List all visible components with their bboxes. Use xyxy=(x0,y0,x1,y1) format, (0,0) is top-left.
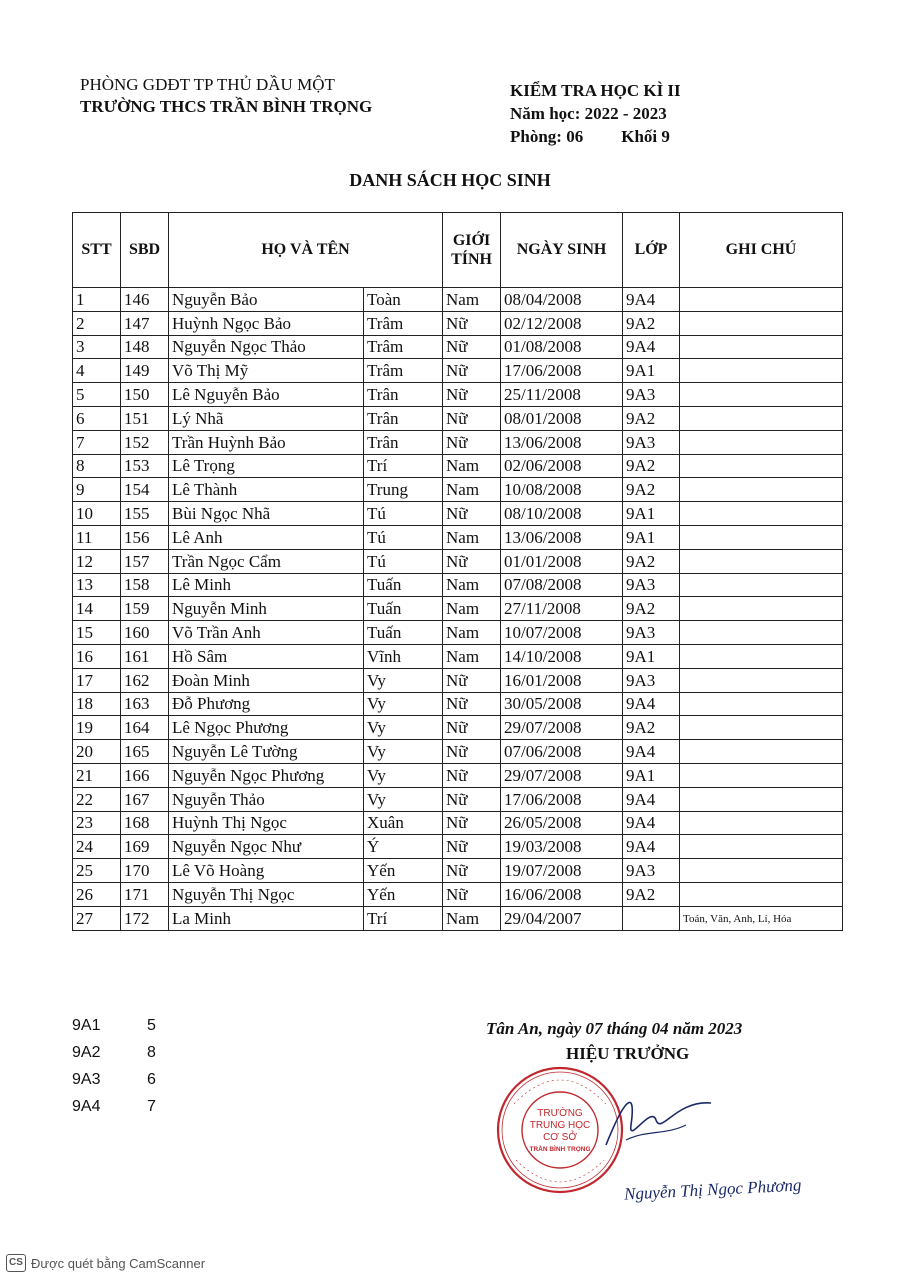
cell-note xyxy=(680,288,843,312)
principal-title: HIỆU TRƯỞNG xyxy=(566,1044,690,1063)
cell-given-name: Yến xyxy=(364,859,443,883)
cell-class: 9A4 xyxy=(623,335,680,359)
room-grade-line xyxy=(510,125,681,148)
cell-stt: 12 xyxy=(73,549,121,573)
cell-dob: 30/05/2008 xyxy=(501,692,623,716)
cell-class: 9A2 xyxy=(623,597,680,621)
cell-family-name: Nguyễn Thảo xyxy=(169,787,364,811)
table-row xyxy=(73,311,843,335)
cell-sbd: 153 xyxy=(121,454,169,478)
cell-dob: 01/08/2008 xyxy=(501,335,623,359)
cell-gender: Nữ xyxy=(443,740,501,764)
cell-stt: 17 xyxy=(73,668,121,692)
cell-family-name: Đoàn Minh xyxy=(169,668,364,692)
cell-sbd: 162 xyxy=(121,668,169,692)
cell-stt: 6 xyxy=(73,406,121,430)
table-row xyxy=(73,478,843,502)
cell-dob: 10/08/2008 xyxy=(501,478,623,502)
cell-dob: 19/03/2008 xyxy=(501,835,623,859)
document-title: DANH SÁCH HỌC SINH xyxy=(349,170,551,190)
cell-sbd: 167 xyxy=(121,787,169,811)
table-row xyxy=(73,573,843,597)
cell-given-name: Trâm xyxy=(364,311,443,335)
cell-sbd: 146 xyxy=(121,288,169,312)
summary-row xyxy=(72,1066,156,1093)
cell-note xyxy=(680,478,843,502)
cell-family-name: Lê Trọng xyxy=(169,454,364,478)
col-header-stt: STT xyxy=(73,213,121,288)
cell-family-name: Đỗ Phương xyxy=(169,692,364,716)
table-header-row xyxy=(73,213,843,288)
scanner-footer xyxy=(6,1254,205,1272)
cell-class: 9A4 xyxy=(623,740,680,764)
cell-given-name: Trí xyxy=(364,454,443,478)
cell-class: 9A3 xyxy=(623,859,680,883)
cell-given-name: Tuấn xyxy=(364,621,443,645)
cell-note xyxy=(680,454,843,478)
cell-given-name: Vy xyxy=(364,763,443,787)
summary-row xyxy=(72,1039,156,1066)
cell-gender: Nữ xyxy=(443,668,501,692)
table-row xyxy=(73,406,843,430)
cell-stt: 13 xyxy=(73,573,121,597)
cell-dob: 01/01/2008 xyxy=(501,549,623,573)
cell-family-name: Võ Trần Anh xyxy=(169,621,364,645)
cell-family-name: Lê Nguyễn Bảo xyxy=(169,383,364,407)
table-row xyxy=(73,644,843,668)
table-row xyxy=(73,692,843,716)
table-row xyxy=(73,383,843,407)
summary-class: 9A3 xyxy=(72,1071,101,1088)
grade-level: Khối 9 xyxy=(621,127,670,146)
cell-dob: 08/04/2008 xyxy=(501,288,623,312)
col-header-sbd: SBD xyxy=(121,213,169,288)
cell-family-name: Võ Thị Mỹ xyxy=(169,359,364,383)
cell-stt: 25 xyxy=(73,859,121,883)
cell-given-name: Ý xyxy=(364,835,443,859)
cell-sbd: 161 xyxy=(121,644,169,668)
table-row xyxy=(73,549,843,573)
cell-gender: Nam xyxy=(443,573,501,597)
cell-gender: Nam xyxy=(443,454,501,478)
school-name: TRƯỜNG THCS TRẦN BÌNH TRỌNG xyxy=(80,97,373,116)
cell-note xyxy=(680,359,843,383)
cell-stt: 20 xyxy=(73,740,121,764)
table-row xyxy=(73,906,843,930)
summary-count: 6 xyxy=(147,1071,156,1088)
cell-stt: 22 xyxy=(73,787,121,811)
cell-sbd: 148 xyxy=(121,335,169,359)
table-row xyxy=(73,763,843,787)
cell-note xyxy=(680,621,843,645)
cell-sbd: 160 xyxy=(121,621,169,645)
cell-given-name: Vy xyxy=(364,787,443,811)
table-body xyxy=(73,288,843,931)
table-row xyxy=(73,787,843,811)
cell-family-name: Nguyễn Lê Tường xyxy=(169,740,364,764)
cell-given-name: Vy xyxy=(364,716,443,740)
summary-class: 9A1 xyxy=(72,1017,101,1034)
cell-class: 9A1 xyxy=(623,502,680,526)
table-row xyxy=(73,288,843,312)
cell-note xyxy=(680,573,843,597)
stamp-text-l3: CƠ SỞ xyxy=(543,1132,577,1143)
cell-class: 9A2 xyxy=(623,882,680,906)
table-row xyxy=(73,835,843,859)
cell-class: 9A4 xyxy=(623,288,680,312)
cell-given-name: Trâm xyxy=(364,359,443,383)
cell-gender: Nam xyxy=(443,597,501,621)
cell-stt: 9 xyxy=(73,478,121,502)
signature-scribble-icon xyxy=(596,1085,716,1155)
cell-class: 9A4 xyxy=(623,787,680,811)
cell-note xyxy=(680,882,843,906)
cell-sbd: 166 xyxy=(121,763,169,787)
cell-note xyxy=(680,668,843,692)
cell-gender: Nữ xyxy=(443,311,501,335)
cell-note xyxy=(680,811,843,835)
cell-stt: 1 xyxy=(73,288,121,312)
cell-family-name: Nguyễn Ngọc Phương xyxy=(169,763,364,787)
cell-sbd: 157 xyxy=(121,549,169,573)
cell-note xyxy=(680,311,843,335)
cell-given-name: Trí xyxy=(364,906,443,930)
cell-dob: 27/11/2008 xyxy=(501,597,623,621)
col-header-gender xyxy=(443,213,501,288)
cell-family-name: Nguyễn Bảo xyxy=(169,288,364,312)
cell-given-name: Tú xyxy=(364,525,443,549)
table-row xyxy=(73,359,843,383)
cell-dob: 08/01/2008 xyxy=(501,406,623,430)
cell-class: 9A2 xyxy=(623,478,680,502)
cell-family-name: Lê Ngọc Phương xyxy=(169,716,364,740)
cell-stt: 3 xyxy=(73,335,121,359)
cell-gender: Nam xyxy=(443,478,501,502)
table-row xyxy=(73,621,843,645)
cell-stt: 26 xyxy=(73,882,121,906)
cell-note xyxy=(680,335,843,359)
cell-family-name: Nguyễn Ngọc Như xyxy=(169,835,364,859)
table-row xyxy=(73,502,843,526)
cell-family-name: Lê Minh xyxy=(169,573,364,597)
cell-dob: 13/06/2008 xyxy=(501,430,623,454)
cell-given-name: Trâm xyxy=(364,335,443,359)
cell-family-name: Lê Võ Hoàng xyxy=(169,859,364,883)
cell-gender: Nữ xyxy=(443,835,501,859)
cell-given-name: Xuân xyxy=(364,811,443,835)
cell-given-name: Toàn xyxy=(364,288,443,312)
cell-sbd: 156 xyxy=(121,525,169,549)
cell-note xyxy=(680,787,843,811)
stamp-text-l2: TRUNG HỌC xyxy=(529,1120,591,1131)
table-row xyxy=(73,811,843,835)
cell-gender: Nữ xyxy=(443,787,501,811)
col-header-name: HỌ VÀ TÊN xyxy=(169,213,443,288)
cell-family-name: Bùi Ngọc Nhã xyxy=(169,502,364,526)
cell-class: 9A1 xyxy=(623,359,680,383)
cell-stt: 11 xyxy=(73,525,121,549)
cell-given-name: Tuấn xyxy=(364,597,443,621)
cell-family-name: Nguyễn Minh xyxy=(169,597,364,621)
cell-stt: 14 xyxy=(73,597,121,621)
cell-class: 9A1 xyxy=(623,525,680,549)
cell-sbd: 159 xyxy=(121,597,169,621)
cell-class: 9A2 xyxy=(623,311,680,335)
table-row xyxy=(73,668,843,692)
cell-note xyxy=(680,859,843,883)
cell-sbd: 147 xyxy=(121,311,169,335)
cell-family-name: Huỳnh Thị Ngọc xyxy=(169,811,364,835)
cell-dob: 29/07/2008 xyxy=(501,716,623,740)
cell-sbd: 165 xyxy=(121,740,169,764)
cell-stt: 10 xyxy=(73,502,121,526)
table-row xyxy=(73,859,843,883)
cell-note xyxy=(680,597,843,621)
cell-family-name: Hồ Sâm xyxy=(169,644,364,668)
cell-class: 9A3 xyxy=(623,573,680,597)
student-table xyxy=(72,212,843,931)
table-row xyxy=(73,454,843,478)
cell-given-name: Vy xyxy=(364,692,443,716)
cell-family-name: Trần Ngọc Cẩm xyxy=(169,549,364,573)
department-name: PHÒNG GDĐT TP THỦ DẦU MỘT xyxy=(80,75,335,94)
cell-class: 9A1 xyxy=(623,763,680,787)
cell-stt: 2 xyxy=(73,311,121,335)
cell-stt: 16 xyxy=(73,644,121,668)
cell-family-name: Nguyễn Thị Ngọc xyxy=(169,882,364,906)
cell-dob: 26/05/2008 xyxy=(501,811,623,835)
cell-gender: Nam xyxy=(443,288,501,312)
cell-stt: 7 xyxy=(73,430,121,454)
cell-sbd: 154 xyxy=(121,478,169,502)
cell-given-name: Vy xyxy=(364,668,443,692)
cell-given-name: Yến xyxy=(364,882,443,906)
cell-given-name: Trân xyxy=(364,430,443,454)
cell-class: 9A1 xyxy=(623,644,680,668)
cell-sbd: 150 xyxy=(121,383,169,407)
cell-gender: Nữ xyxy=(443,430,501,454)
summary-class: 9A2 xyxy=(72,1044,101,1061)
exam-name: KIỂM TRA HỌC KÌ II xyxy=(510,81,681,100)
cell-note xyxy=(680,525,843,549)
table-row xyxy=(73,597,843,621)
cell-sbd: 158 xyxy=(121,573,169,597)
cell-family-name: Lê Anh xyxy=(169,525,364,549)
principal-name: Nguyễn Thị Ngọc Phương xyxy=(623,1175,802,1204)
cell-gender: Nữ xyxy=(443,502,501,526)
cell-gender: Nữ xyxy=(443,692,501,716)
table-row xyxy=(73,430,843,454)
cell-dob: 25/11/2008 xyxy=(501,383,623,407)
cell-given-name: Tuấn xyxy=(364,573,443,597)
cell-family-name: Nguyễn Ngọc Thảo xyxy=(169,335,364,359)
room-number: Phòng: 06 xyxy=(510,127,584,146)
cell-sbd: 168 xyxy=(121,811,169,835)
cell-class xyxy=(623,906,680,930)
cell-note: Toán, Văn, Anh, Lí, Hóa xyxy=(680,906,843,930)
summary-count: 8 xyxy=(147,1044,156,1061)
cell-class: 9A2 xyxy=(623,406,680,430)
cell-sbd: 155 xyxy=(121,502,169,526)
cell-stt: 4 xyxy=(73,359,121,383)
cell-stt: 27 xyxy=(73,906,121,930)
cell-given-name: Trung xyxy=(364,478,443,502)
cell-class: 9A3 xyxy=(623,621,680,645)
cell-dob: 29/07/2008 xyxy=(501,763,623,787)
cell-dob: 10/07/2008 xyxy=(501,621,623,645)
cell-stt: 21 xyxy=(73,763,121,787)
cell-dob: 19/07/2008 xyxy=(501,859,623,883)
cell-class: 9A2 xyxy=(623,549,680,573)
cell-note xyxy=(680,430,843,454)
cell-dob: 02/06/2008 xyxy=(501,454,623,478)
cell-dob: 16/01/2008 xyxy=(501,668,623,692)
table-row xyxy=(73,335,843,359)
scanner-footer-text: Được quét bằng CamScanner xyxy=(31,1255,206,1271)
cell-note xyxy=(680,763,843,787)
cell-note xyxy=(680,644,843,668)
cell-dob: 02/12/2008 xyxy=(501,311,623,335)
cell-gender: Nữ xyxy=(443,763,501,787)
cell-dob: 16/06/2008 xyxy=(501,882,623,906)
cell-given-name: Tú xyxy=(364,549,443,573)
col-header-class: LỚP xyxy=(623,213,680,288)
cell-stt: 23 xyxy=(73,811,121,835)
table-row xyxy=(73,740,843,764)
cell-dob: 14/10/2008 xyxy=(501,644,623,668)
cell-class: 9A3 xyxy=(623,383,680,407)
cell-stt: 19 xyxy=(73,716,121,740)
col-header-dob: NGÀY SINH xyxy=(501,213,623,288)
cell-family-name: Lý Nhã xyxy=(169,406,364,430)
cell-gender: Nữ xyxy=(443,383,501,407)
cell-sbd: 169 xyxy=(121,835,169,859)
cell-sbd: 170 xyxy=(121,859,169,883)
stamp-text-l1: TRƯỜNG xyxy=(537,1108,583,1119)
cell-family-name: Huỳnh Ngọc Bảo xyxy=(169,311,364,335)
cell-note xyxy=(680,549,843,573)
cell-given-name: Trân xyxy=(364,383,443,407)
cell-note xyxy=(680,406,843,430)
cell-gender: Nữ xyxy=(443,359,501,383)
cell-dob: 07/08/2008 xyxy=(501,573,623,597)
cell-given-name: Vĩnh xyxy=(364,644,443,668)
cell-given-name: Trân xyxy=(364,406,443,430)
cell-dob: 13/06/2008 xyxy=(501,525,623,549)
cell-sbd: 163 xyxy=(121,692,169,716)
cell-dob: 17/06/2008 xyxy=(501,787,623,811)
school-year: Năm học: 2022 - 2023 xyxy=(510,104,667,123)
cell-given-name: Vy xyxy=(364,740,443,764)
cell-stt: 18 xyxy=(73,692,121,716)
summary-count: 7 xyxy=(147,1098,156,1115)
cell-gender: Nữ xyxy=(443,811,501,835)
signature-date: Tân An, ngày 07 tháng 04 năm 2023 xyxy=(486,1019,743,1038)
header-right xyxy=(510,79,681,148)
cell-note xyxy=(680,383,843,407)
cell-gender: Nam xyxy=(443,644,501,668)
cell-dob: 17/06/2008 xyxy=(501,359,623,383)
cell-gender: Nữ xyxy=(443,859,501,883)
cell-gender: Nữ xyxy=(443,549,501,573)
summary-row xyxy=(72,1012,156,1039)
cell-note xyxy=(680,835,843,859)
summary-class: 9A4 xyxy=(72,1098,101,1115)
cell-sbd: 151 xyxy=(121,406,169,430)
table-row xyxy=(73,716,843,740)
summary-row xyxy=(72,1093,156,1120)
cell-stt: 24 xyxy=(73,835,121,859)
header-left xyxy=(80,74,372,118)
cell-stt: 8 xyxy=(73,454,121,478)
cell-gender: Nữ xyxy=(443,406,501,430)
col-header-gender-l2: TÍNH xyxy=(451,251,492,268)
col-header-note: GHI CHÚ xyxy=(680,213,843,288)
cell-class: 9A3 xyxy=(623,668,680,692)
cell-stt: 5 xyxy=(73,383,121,407)
cell-class: 9A3 xyxy=(623,430,680,454)
summary-count: 5 xyxy=(147,1017,156,1034)
cell-note xyxy=(680,740,843,764)
col-header-gender-l1: GIỚI xyxy=(452,232,491,249)
class-summary xyxy=(72,1012,156,1120)
cell-note xyxy=(680,502,843,526)
cell-sbd: 171 xyxy=(121,882,169,906)
cell-dob: 29/04/2007 xyxy=(501,906,623,930)
cell-note xyxy=(680,692,843,716)
cell-family-name: Lê Thành xyxy=(169,478,364,502)
cell-gender: Nam xyxy=(443,906,501,930)
cell-sbd: 149 xyxy=(121,359,169,383)
cell-class: 9A2 xyxy=(623,454,680,478)
cell-dob: 08/10/2008 xyxy=(501,502,623,526)
cell-gender: Nam xyxy=(443,525,501,549)
cell-gender: Nam xyxy=(443,621,501,645)
cell-family-name: La Minh xyxy=(169,906,364,930)
cell-class: 9A4 xyxy=(623,811,680,835)
cell-note xyxy=(680,716,843,740)
table-row xyxy=(73,882,843,906)
cell-stt: 15 xyxy=(73,621,121,645)
cell-dob: 07/06/2008 xyxy=(501,740,623,764)
cell-family-name: Trần Huỳnh Bảo xyxy=(169,430,364,454)
camscanner-logo-icon: CS xyxy=(6,1254,26,1272)
stamp-text-l4: TRẦN BÌNH TRỌNG xyxy=(529,1146,591,1153)
table-row xyxy=(73,525,843,549)
cell-gender: Nữ xyxy=(443,335,501,359)
cell-class: 9A4 xyxy=(623,692,680,716)
cell-gender: Nữ xyxy=(443,716,501,740)
cell-sbd: 164 xyxy=(121,716,169,740)
cell-given-name: Tú xyxy=(364,502,443,526)
cell-class: 9A4 xyxy=(623,835,680,859)
cell-gender: Nữ xyxy=(443,882,501,906)
cell-sbd: 152 xyxy=(121,430,169,454)
cell-class: 9A2 xyxy=(623,716,680,740)
cell-sbd: 172 xyxy=(121,906,169,930)
